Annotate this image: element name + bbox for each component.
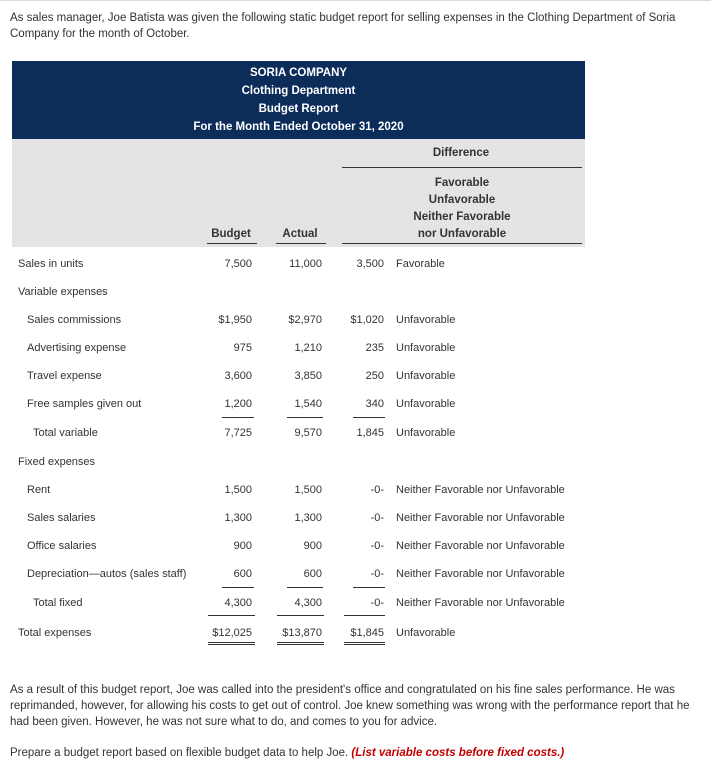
budget-cell: 900: [233, 540, 252, 552]
table-row: [0, 427, 711, 443]
status-cell: Unfavorable: [396, 314, 456, 326]
difference-double-underline: [344, 642, 385, 645]
table-row: [0, 484, 711, 500]
actual-cell: $2,970: [288, 314, 322, 326]
instruction-paragraph: [10, 745, 700, 761]
actual-total-rule: [277, 615, 324, 616]
actual-cell: 600: [303, 568, 322, 580]
actual-cell: 1,500: [294, 484, 322, 496]
status-cell: Neither Favorable nor Unfavorable: [396, 484, 565, 496]
actual-column-header: Actual: [282, 228, 318, 240]
row-label: Rent: [27, 484, 51, 496]
legend-nor: nor Unfavorable: [417, 228, 507, 240]
budget-total-rule: [208, 615, 255, 616]
budget-cell: $1,950: [218, 314, 252, 326]
actual-cell: $13,870: [282, 627, 322, 639]
row-label: Fixed expenses: [18, 456, 96, 468]
row-label: Total fixed: [33, 597, 83, 609]
budget-cell: 7,725: [224, 427, 252, 439]
difference-total-rule: [344, 615, 385, 616]
difference-header: Difference: [432, 147, 490, 159]
difference-fixed-rule: [353, 587, 385, 588]
status-cell: Neither Favorable nor Unfavorable: [396, 568, 565, 580]
difference-cell: -0-: [370, 540, 384, 552]
difference-cell: -0-: [370, 597, 384, 609]
budget-fixed-rule: [222, 587, 254, 588]
row-label: Travel expense: [27, 370, 102, 382]
row-label: Advertising expense: [27, 342, 127, 354]
status-cell: Unfavorable: [396, 342, 456, 354]
table-row: [0, 370, 711, 386]
row-label: Sales commissions: [27, 314, 122, 326]
followup-paragraph: As a result of this budget report, Joe was called into the president's office and congratulated on his fine sales performance. He was reprimanded, however, for allowing his costs to get out of control. Joe knew something was wrong with the performance report that he had been given. However, he was not sure what to do, and comes to you for advice.: [10, 684, 690, 728]
budget-cell: 4,300: [224, 597, 252, 609]
row-label: Total expenses: [18, 627, 92, 639]
difference-cell: 3,500: [356, 258, 384, 270]
actual-cell: 1,540: [294, 398, 322, 410]
row-label: Sales salaries: [27, 512, 96, 524]
table-row: [0, 540, 711, 556]
table-row: [0, 568, 711, 584]
difference-underline: [342, 167, 582, 168]
row-label: Office salaries: [27, 540, 97, 552]
intro-paragraph: As sales manager, Joe Batista was given the following static budget report for selling expenses in the Clothing Department of Soria Company for the month of October.: [10, 12, 676, 40]
table-row: [0, 597, 711, 613]
budget-cell: 975: [233, 342, 252, 354]
difference-cell: 235: [365, 342, 384, 354]
table-row: [0, 398, 711, 414]
table-row: [0, 258, 711, 274]
difference-cell: -0-: [370, 568, 384, 580]
budget-cell: 600: [233, 568, 252, 580]
status-cell: Unfavorable: [396, 627, 456, 639]
row-label: Sales in units: [18, 258, 84, 270]
report-title: Budget Report: [258, 103, 339, 115]
status-cell: Neither Favorable nor Unfavorable: [396, 540, 565, 552]
actual-cell: 1,300: [294, 512, 322, 524]
row-label: Variable expenses: [18, 286, 108, 298]
actual-cell: 3,850: [294, 370, 322, 382]
row-label: Free samples given out: [27, 398, 142, 410]
budget-cell: 1,500: [224, 484, 252, 496]
actual-cell: 900: [303, 540, 322, 552]
legend-favorable: Favorable: [434, 177, 490, 189]
actual-cell: 9,570: [294, 427, 322, 439]
budget-cell: 1,300: [224, 512, 252, 524]
budget-double-underline: [208, 642, 255, 645]
actual-header-underline: [276, 243, 326, 244]
status-cell: Unfavorable: [396, 427, 456, 439]
budget-header-underline: [207, 243, 257, 244]
difference-cell: 340: [365, 398, 384, 410]
table-row: [0, 342, 711, 358]
actual-cell: 4,300: [294, 597, 322, 609]
report-header: [12, 61, 585, 139]
difference-subtotal-rule: [353, 417, 385, 418]
budget-cell: $12,025: [212, 627, 252, 639]
status-cell: Neither Favorable nor Unfavorable: [396, 597, 565, 609]
difference-cell: 250: [365, 370, 384, 382]
budget-cell: 7,500: [224, 258, 252, 270]
report-period: For the Month Ended October 31, 2020: [193, 121, 404, 133]
difference-cell: -0-: [370, 484, 384, 496]
department-name: Clothing Department: [241, 85, 356, 97]
row-label: Depreciation—autos (sales staff): [27, 568, 187, 580]
status-cell: Neither Favorable nor Unfavorable: [396, 512, 565, 524]
budget-subtotal-rule: [222, 417, 254, 418]
table-row: [0, 627, 711, 643]
status-cell: Unfavorable: [396, 398, 456, 410]
difference-cell: $1,020: [350, 314, 384, 326]
legend-underline: [342, 243, 582, 244]
budget-cell: 1,200: [224, 398, 252, 410]
actual-fixed-rule: [287, 587, 323, 588]
actual-subtotal-rule: [287, 417, 323, 418]
company-name: SORIA COMPANY: [249, 67, 348, 79]
top-divider: [0, 0, 711, 1]
table-row: [0, 456, 711, 472]
legend-neither: Neither Favorable: [413, 211, 511, 223]
instruction-text: Prepare a budget report based on flexible budget data to help Joe.: [10, 747, 349, 759]
actual-cell: 1,210: [294, 342, 322, 354]
actual-double-underline: [277, 642, 324, 645]
status-cell: Unfavorable: [396, 370, 456, 382]
difference-cell: 1,845: [356, 427, 384, 439]
legend-unfavorable: Unfavorable: [428, 194, 496, 206]
instruction-hint: (List variable costs before fixed costs.): [351, 747, 565, 759]
difference-cell: $1,845: [350, 627, 384, 639]
budget-column-header: Budget: [211, 228, 251, 240]
actual-cell: 11,000: [289, 258, 322, 270]
row-label: Total variable: [33, 427, 98, 439]
table-row: [0, 314, 711, 330]
table-row: [0, 512, 711, 528]
status-cell: Favorable: [396, 258, 445, 270]
budget-cell: 3,600: [224, 370, 252, 382]
table-row: [0, 286, 711, 302]
difference-cell: -0-: [370, 512, 384, 524]
